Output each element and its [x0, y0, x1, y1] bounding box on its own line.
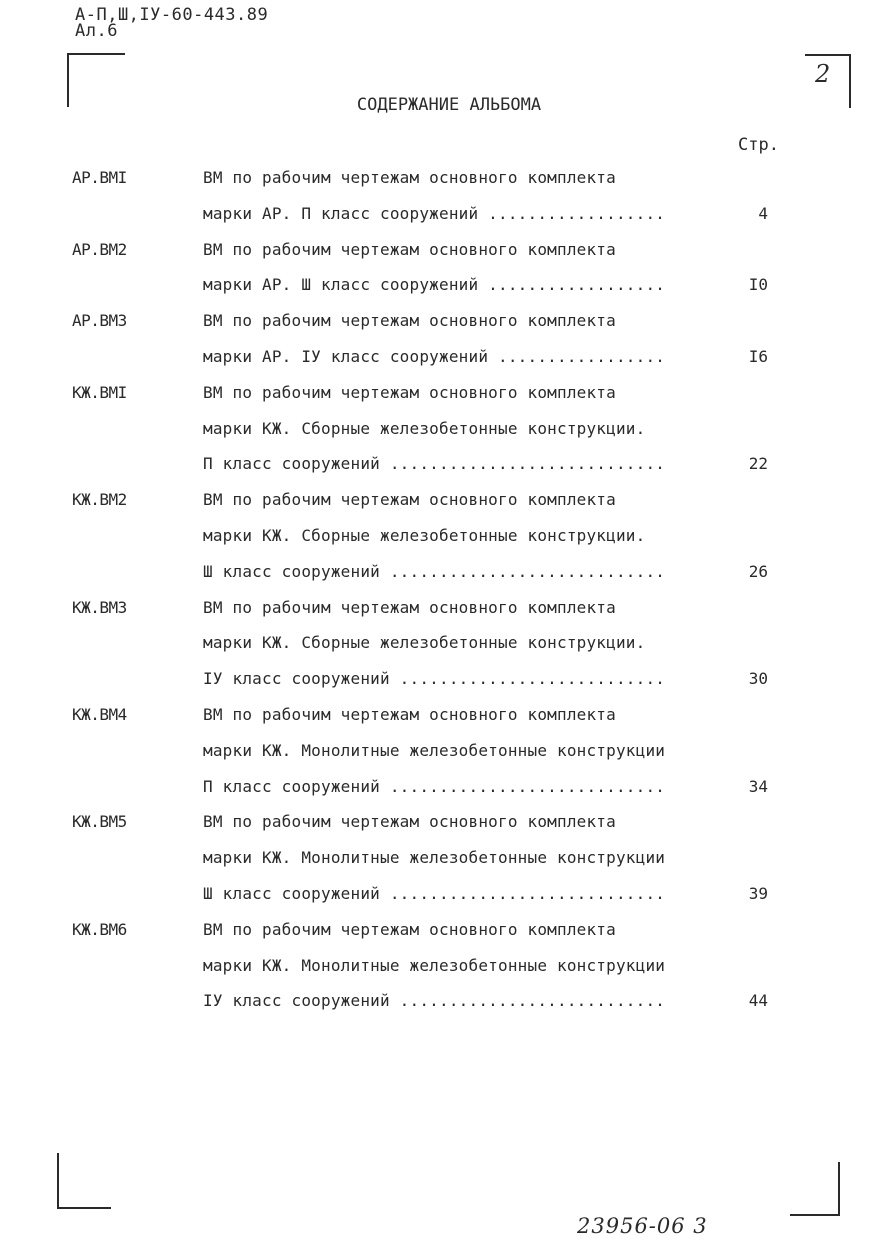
footer-stamp: 23956-06 3 — [577, 1214, 708, 1238]
entry-description-line: марки КЖ. Сборные железобетонные конструкции. — [203, 418, 646, 438]
entry-description-line: марки АР. П класс сооружений .................. — [203, 203, 666, 223]
entry-code: КЖ.ВМ3 — [72, 597, 127, 617]
entry-description-line: ВМ по рабочим чертежам основного комплекта — [203, 382, 616, 402]
entry-code: АР.ВМ2 — [72, 239, 127, 259]
entry-code: АР.ВМI — [72, 168, 127, 187]
entry-description-line: ВМ по рабочим чертежам основного комплекта — [203, 597, 616, 617]
entry-page-number: 39 — [748, 884, 768, 903]
entry-description-line: ВМ по рабочим чертежам основного комплекта — [203, 239, 616, 259]
entry-description-line: марки КЖ. Сборные железобетонные конструкции. — [203, 633, 646, 653]
page-title: СОДЕРЖАНИЕ АЛЬБОМА — [356, 95, 542, 115]
entry-description-line: Ш класс сооружений ............................ — [203, 884, 666, 903]
entry-code: КЖ.ВМI — [72, 382, 127, 402]
entry-description-line: марки КЖ. Монолитные железобетонные конструкции — [203, 740, 666, 760]
entry-description-line: марки АР. Ш класс сооружений .................. — [203, 275, 666, 295]
entry-page-number: I6 — [748, 347, 768, 366]
entry-page-number: 30 — [748, 669, 768, 689]
entry-description-line: марки АР. IУ класс сооружений ................. — [203, 347, 666, 366]
entry-code: КЖ.ВМ2 — [72, 490, 127, 510]
entry-code: КЖ.ВМ4 — [72, 705, 127, 724]
entry-page-number: 22 — [748, 454, 768, 474]
entry-code: АР.ВМ3 — [72, 311, 127, 331]
page-column-label: Стр. — [738, 135, 779, 155]
sheet-number: Ал.6 — [75, 21, 118, 41]
entry-description-line: ВМ по рабочим чертежам основного комплекта — [203, 168, 616, 187]
entry-description-line: марки КЖ. Сборные железобетонные конструкции. — [203, 526, 646, 545]
entry-description-line: Ш класс сооружений ............................ — [203, 561, 666, 581]
entry-description-line: ВМ по рабочим чертежам основного комплекта — [203, 919, 616, 939]
entry-code: КЖ.ВМ6 — [72, 919, 127, 939]
entry-description-line: марки КЖ. Монолитные железобетонные конструкции — [203, 848, 666, 868]
entry-description-line: IУ класс сооружений ........................... — [203, 991, 666, 1011]
frame-corner-bottom-left — [57, 1153, 111, 1209]
entry-description-line: ВМ по рабочим чертежам основного комплекта — [203, 490, 616, 510]
entry-description-line: IУ класс сооружений ........................... — [203, 669, 666, 689]
entry-page-number: 44 — [748, 991, 768, 1011]
entry-page-number: 4 — [758, 203, 768, 223]
entry-description-line: П класс сооружений ............................ — [203, 776, 666, 796]
page-number: 2 — [815, 60, 831, 88]
entry-description-line: ВМ по рабочим чертежам основного комплекта — [203, 812, 616, 832]
entry-description-line: марки КЖ. Монолитные железобетонные конструкции — [203, 955, 666, 975]
entry-page-number: I0 — [748, 275, 768, 295]
entry-description-line: ВМ по рабочим чертежам основного комплекта — [203, 705, 616, 724]
entry-description-line: ВМ по рабочим чертежам основного комплекта — [203, 311, 616, 331]
entry-code: КЖ.ВМ5 — [72, 812, 127, 832]
entry-page-number: 34 — [748, 776, 768, 796]
document-code: А-П,Ш,IУ-60-443.89 — [75, 5, 269, 25]
entry-page-number: 26 — [748, 561, 768, 581]
frame-corner-bottom-right — [790, 1162, 840, 1216]
entry-description-line: П класс сооружений ............................ — [203, 454, 666, 474]
